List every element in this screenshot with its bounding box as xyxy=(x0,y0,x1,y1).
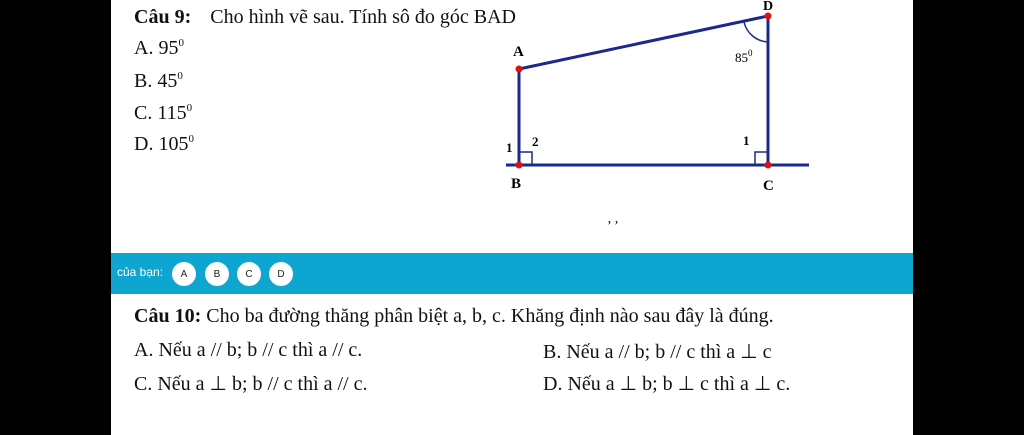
stray-marks: ’ ’ xyxy=(607,219,619,234)
label-b: B xyxy=(511,176,522,192)
segment-ad xyxy=(519,16,768,69)
point-a xyxy=(516,66,523,73)
q9-heading xyxy=(134,6,516,29)
geometry-figure xyxy=(491,0,821,240)
angle-b1-label: 1 xyxy=(506,140,513,155)
q9-text: Cho hình vẽ sau. Tính sô đo góc BAD xyxy=(210,6,516,28)
point-b xyxy=(516,162,523,169)
q9-option-c: C. $115^0$ xyxy=(134,102,193,124)
angle-arc-d xyxy=(744,22,768,42)
angle-b2-label: 2 xyxy=(532,134,539,149)
label-d: D xyxy=(763,0,774,14)
answer-choice-a[interactable]: A xyxy=(172,262,196,286)
label-a: A xyxy=(513,44,524,60)
worksheet xyxy=(111,0,913,435)
q10-option-d: D. Nếu a ⊥ b; b ⊥ c thì a ⊥ c. xyxy=(543,373,791,395)
answer-choice-c[interactable]: C xyxy=(237,262,261,286)
q9-option-a: A. $95^0$ xyxy=(134,37,184,59)
angle-d-value: $85^0$ xyxy=(735,48,753,65)
q10-heading xyxy=(134,305,774,328)
answer-bar xyxy=(111,253,913,294)
q9-option-b: B. $45^0$ xyxy=(134,70,183,92)
q10-option-a: A. Nếu a // b; b // c thì a // c. xyxy=(134,339,363,361)
angle-c1-label: 1 xyxy=(743,133,750,148)
label-c: C xyxy=(763,178,774,194)
q10-text: Cho ba đường thăng phân biệt a, b, c. Khăng định nào sau đây là đúng. xyxy=(206,305,774,327)
point-c xyxy=(765,162,772,169)
q9-number: Câu 9: xyxy=(134,6,192,28)
answer-label: của bạn: xyxy=(117,265,164,279)
answer-choice-d[interactable]: D xyxy=(269,262,293,286)
q10-option-c: C. Nếu a ⊥ b; b // c thì a // c. xyxy=(134,373,368,395)
q10-option-b: B. Nếu a // b; b // c thì a ⊥ c xyxy=(543,341,772,363)
q10-number: Câu 10: xyxy=(134,305,202,327)
answer-choice-b[interactable]: B xyxy=(205,262,229,286)
q9-option-d: D. $105^0$ xyxy=(134,133,194,155)
